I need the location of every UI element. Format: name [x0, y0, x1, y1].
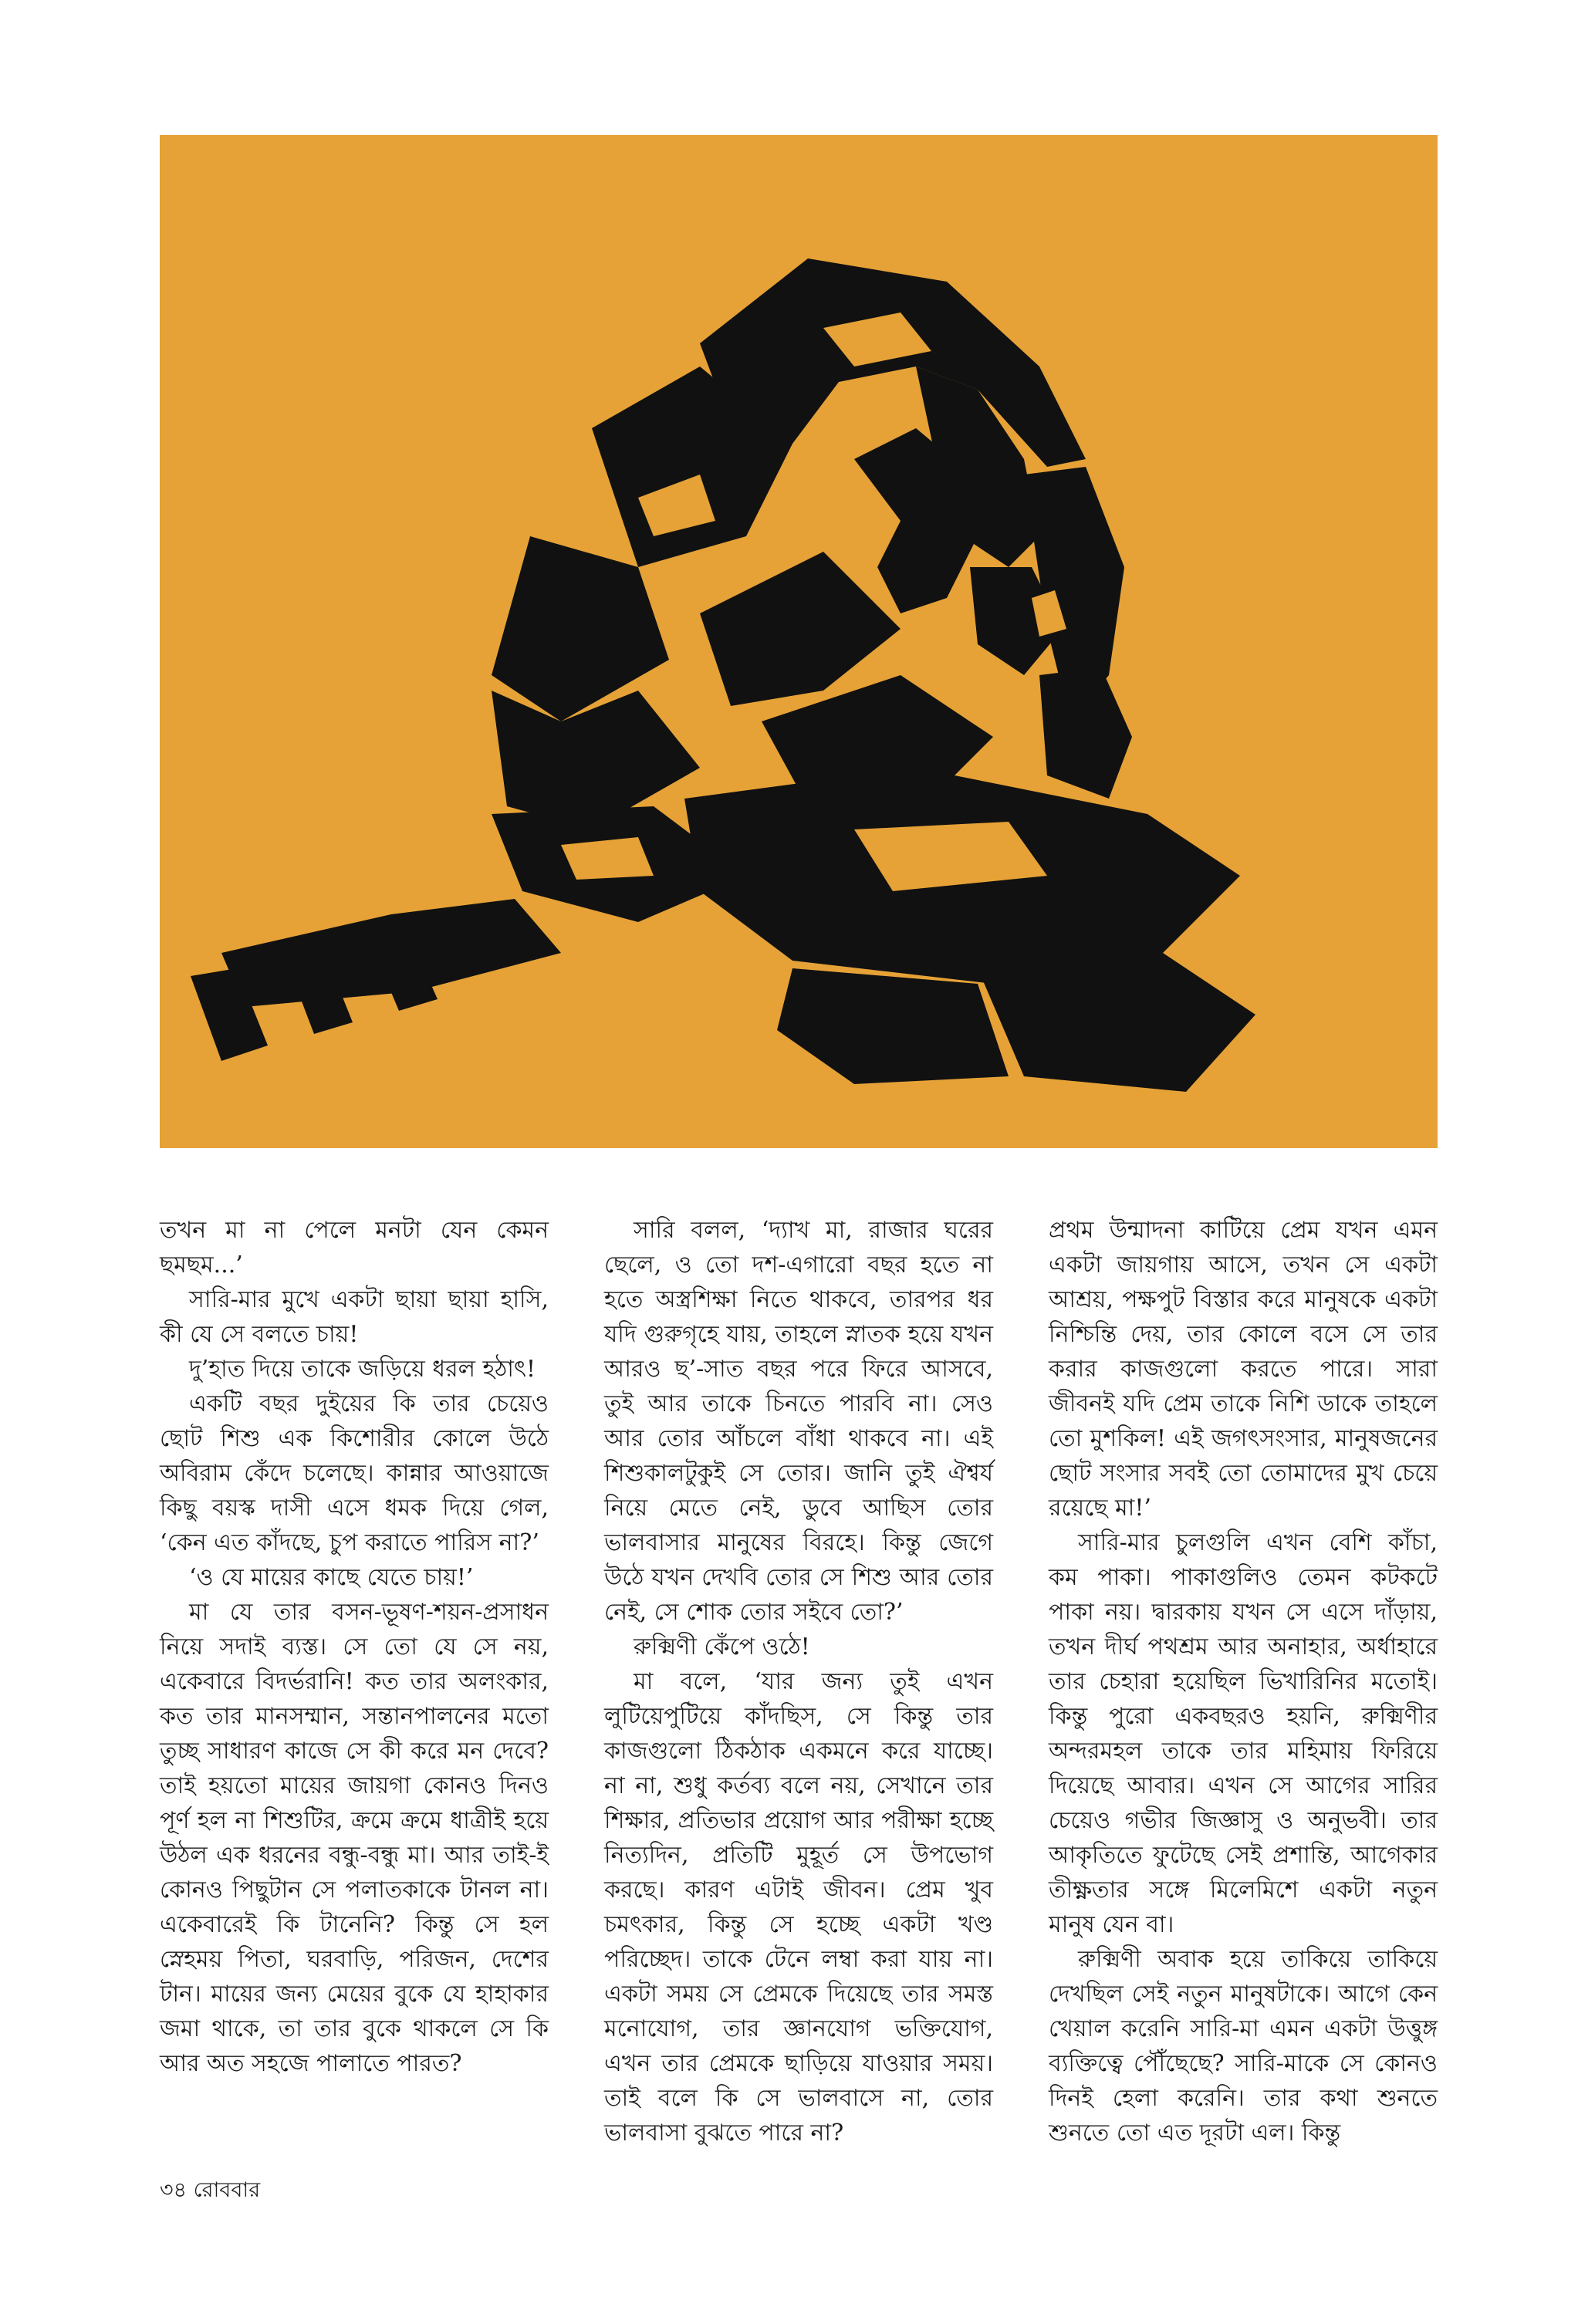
papercut-figure: [160, 135, 1438, 1148]
paragraph: মা যে তার বসন-ভূষণ-শয়ন-প্রসাধন নিয়ে সদাই ব্যস্ত। সে তো যে সে নয়, একেবারে বিদর্ভরানি! কত তার অলংকার, কত তার মানসম্মান, সন্তানপালনের মতো তুচ্ছ সাধারণ কাজে সে কী করে মন দেবে? তাই হয়তো মায়ের জায়গা কোনও দিনও পূর্ণ হল না শিশুটির, ক্রমে ক্রমে ধাত্রীই হয়ে উঠল এক ধরনের বন্ধু-বন্ধু মা। আর তাই-ই কোনও পিছুটান সে পলাতকাকে টানল না। একেবারেই কি টানেনি? কিন্তু সে হল স্নেহময় পিতা, ঘরবাড়ি, পরিজন, দেশের টান। মায়ের জন্য মেয়ের বুকে যে হাহাকার জমা থাকে, তা তার বুকে থাকলে সে কি আর অত সহজে পালাতে পারত?: [160, 1599, 549, 2077]
paragraph: রুক্মিণী কেঁপে ওঠে!: [634, 1633, 810, 1660]
paragraph: তখন মা না পেলে মনটা যেন কেমন ছমছম...’: [160, 1217, 549, 1279]
publication-name: রোববার: [193, 2178, 261, 2202]
column-1: [160, 1213, 549, 2139]
paragraph: দু’হাত দিয়ে তাকে জড়িয়ে ধরল হঠাৎ!: [189, 1356, 536, 1383]
page-number: ৩৪: [160, 2178, 188, 2202]
paragraph: একটি বছর দুইয়ের কি তার চেয়েও ছোট শিশু এক কিশোরীর কোলে উঠে অবিরাম কেঁদে চলেছে। কান্নার আওয়াজে কিছু বয়স্ক দাসী এসে ধমক দিয়ে গেল, ‘কেন এত কাঁদছে, চুপ করাতে পারিস না?’: [160, 1390, 549, 1556]
paragraph: সারি-মার চুলগুলি এখন বেশি কাঁচা, কম পাকা। পাকাগুলিও তেমন কটকটে পাকা নয়। দ্বারকায় যখন সে এসে দাঁড়ায়, তখন দীর্ঘ পথশ্রম আর অনাহার, অর্ধাহারে তার চেহারা হয়েছিল ভিখারিনির মতোই। কিন্তু পুরো একবছরও হয়নি, রুক্মিণীর অন্দরমহল তাকে তার মহিমায় ফিরিয়ে দিয়েছে আবার। এখন সে আগের সারির চেয়েও গভীর জিজ্ঞাসু ও অনুভবী। তার আকৃতিতে ফুটেছে সেই প্রশান্তি, আগেকার তীক্ষ্ণতার সঙ্গে মিলেমিশে একটা নতুন মানুষ যেন বা।: [1049, 1529, 1438, 1938]
article-body: [160, 1213, 1438, 2147]
paragraph: প্রথম উন্মাদনা কাটিয়ে প্রেম যখন এমন একটা জায়গায় আসে, তখন সে একটা আশ্রয়, পক্ষপুট বিস্তার করে মানুষকে একটা নিশ্চিন্তি দেয়, তার কোলে বসে সে তার করার কাজগুলো করতে পারে। সারা জীবনই যদি প্রেম তাকে নিশি ডাকে তাহলে তো মুশকিল! এই জগৎসংসার, মানুষজনের ছোট সংসার সবই তো তোমাদের মুখ চেয়ে রয়েছে মা!’: [1049, 1217, 1438, 1522]
column-3: [1049, 1213, 1438, 2147]
column-2: [604, 1213, 993, 2147]
paragraph: সারি বলল, ‘দ্যাখ মা, রাজার ঘরের ছেলে, ও তো দশ-এগারো বছর হতে না হতে অস্ত্রশিক্ষা নিতে থাকবে, তারপর ধর যদি গুরুগৃহে যায়, তাহলে স্নাতক হয়ে যখন আরও ছ’-সাত বছর পরে ফিরে আসবে, তুই আর তাকে চিনতে পারবি না। সেও আর তোর আঁচলে বাঁধা থাকবে না। এই শিশুকালটুকুই সে তোর। জানি তুই ঐশ্বর্য নিয়ে মেতে নেই, ডুবে আছিস তোর ভালবাসার মানুষের বিরহে। কিন্তু জেগে উঠে যখন দেখবি তোর সে শিশু আর তোর নেই, সে শোক তোর সইবে তো?’: [604, 1217, 993, 1626]
paragraph: ‘ও যে মায়ের কাছে যেতে চায়!’: [189, 1564, 474, 1591]
paragraph: সারি-মার মুখে একটা ছায়া ছায়া হাসি, কী যে সে বলতে চায়!: [160, 1286, 549, 1348]
page-footer: [160, 2174, 260, 2209]
artwork-illustration: [160, 135, 1438, 1148]
paragraph: রুক্মিণী অবাক হয়ে তাকিয়ে তাকিয়ে দেখছিল সেই নতুন মানুষটাকে। আগে কেন খেয়াল করেনি সারি-মা এমন একটা উত্তুঙ্গ ব্যক্তিত্বে পৌঁছেছে? সারি-মাকে সে কোনও দিনই হেলা করেনি। তার কথা শুনতে শুনতে তো এত দূরটা এল। কিন্তু: [1049, 1946, 1438, 2147]
paragraph: মা বলে, ‘যার জন্য তুই এখন লুটিয়েপুটিয়ে কাঁদছিস, সে কিন্তু তার কাজগুলো ঠিকঠাক একমনে করে যাচ্ছে। না না, শুধু কর্তব্য বলে নয়, সেখানে তার শিক্ষার, প্রতিভার প্রয়োগ আর পরীক্ষা হচ্ছে নিত্যদিন, প্রতিটি মুহূর্ত সে উপভোগ করছে। কারণ এটাই জীবন। প্রেম খুব চমৎকার, কিন্তু সে হচ্ছে একটা খণ্ড পরিচ্ছেদ। তাকে টেনে লম্বা করা যায় না। একটা সময় সে প্রেমকে দিয়েছে তার সমস্ত মনোযোগ, তার জ্ঞানযোগ ভক্তিযোগ, এখন তার প্রেমকে ছাড়িয়ে যাওয়ার সময়। তাই বলে কি সে ভালবাসে না, তোর ভালবাসা বুঝতে পারে না?: [604, 1668, 993, 2147]
